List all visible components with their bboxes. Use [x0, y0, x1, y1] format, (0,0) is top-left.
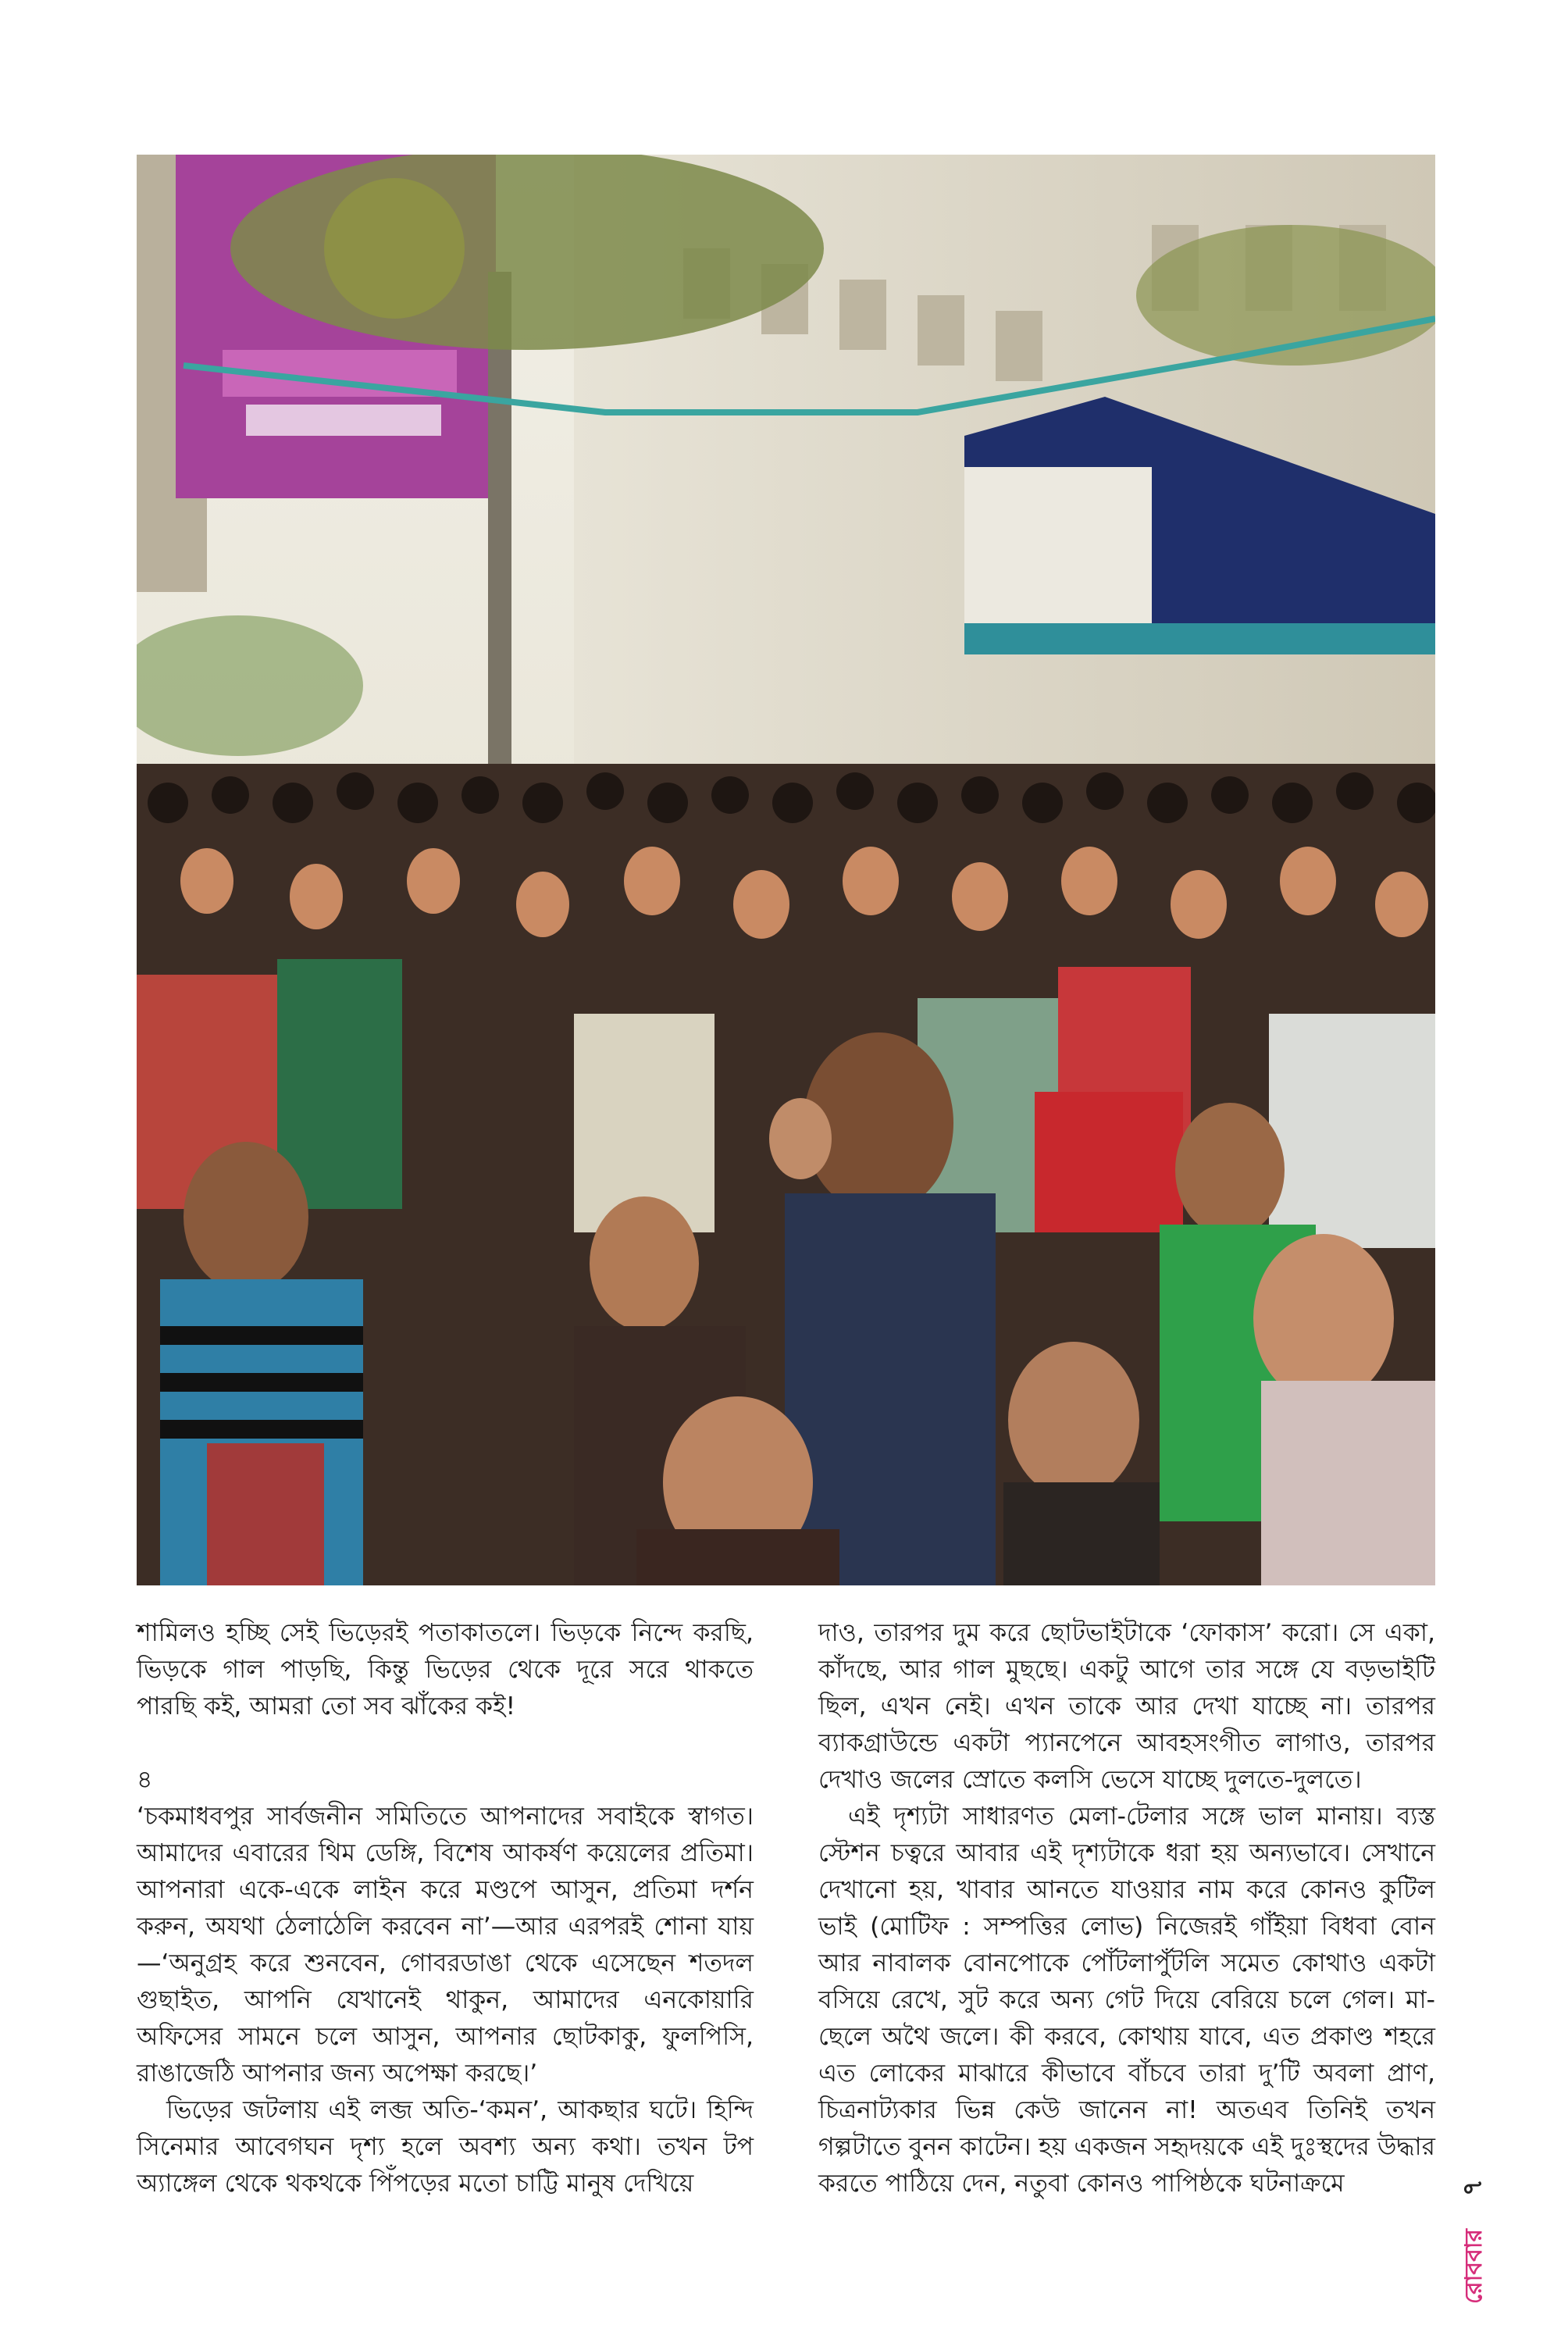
section-number: ৪ [137, 1766, 153, 1794]
crowd-photo [137, 155, 1435, 1585]
text-column-right [818, 1615, 1435, 2202]
page-number: ৭ [1456, 2178, 1488, 2197]
left-paragraph-2: ‘চকমাধবপুর সার্বজনীন সমিতিতে আপনাদের সবাইকে স্বাগত। আমাদের এবারের থিম ডেঙ্গি, বিশেষ আকর্ষণ কয়েলের প্রতিমা। আপনারা একে-একে লাইন করে মণ্ডপে আসুন, প্রতিমা দর্শন করুন, অযথা ঠেলাঠেলি করবেন না’—আর এরপরই শোনা যায়—‘অনুগ্রহ করে শুনবেন, গোবরডাঙা থেকে এসেছেন শতদল গুছাইত, আপনি যেখানেই থাকুন, আমাদের এনকোয়ারি অফিসের সামনে চলে আসুন, আপনার ছোটকাকু, ফুলপিসি, রাঙাজেঠি আপনার জন্য অপেক্ষা করছে।’ [137, 1803, 754, 2088]
magazine-name: রোববার [1459, 2229, 1488, 2304]
page-footer [1451, 2046, 1498, 2304]
right-paragraph-1: দাও, তারপর দুম করে ছোটভাইটাকে ‘ফোকাস’ করো। সে একা, কাঁদছে, আর গাল মুছছে। একটু আগে তার সঙ্গে যে বড়ভাইটি ছিল, এখন নেই। এখন তাকে আর দেখা যাচ্ছে না। তারপর ব্যাকগ্রাউন্ডে একটা প্যানপেনে আবহসংগীত লাগাও, তারপর দেখাও জলের স্রোতে কলসি ভেসে যাচ্ছে দুলতে-দুলতে। [818, 1619, 1435, 1794]
left-paragraph-1: শামিলও হচ্ছি সেই ভিড়েরই পতাকাতলে। ভিড়কে নিন্দে করছি, ভিড়কে গাল পাড়ছি, কিন্তু ভিড়ের থেকে দূরে সরে থাকতে পারছি কই, আমরা তো সব ঝাঁকের কই! [137, 1619, 754, 1721]
crowd-photo-icon [137, 155, 1435, 1585]
right-paragraph-2: এই দৃশ্যটা সাধারণত মেলা-টেলার সঙ্গে ভাল মানায়। ব্যস্ত স্টেশন চত্বরে আবার এই দৃশ্যটাকে ধরা হয় অন্যভাবে। সেখানে দেখানো হয়, খাবার আনতে যাওয়ার নাম করে কোনও কুটিল ভাই (মোটিফ : সম্পত্তির লোভ) নিজেরই গাঁইয়া বিধবা বোন আর নাবালক বোনপোকে পোঁটলাপুঁটলি সমেত কোথাও একটা বসিয়ে রেখে, সুট করে অন্য গেট দিয়ে বেরিয়ে চলে গেল। মা-ছেলে অথৈ জলে। কী করবে, কোথায় যাবে, এত প্রকাণ্ড শহরে এত লোকের মাঝারে কীভাবে বাঁচবে তারা দু’টি অবলা প্রাণ, চিত্রনাট্যকার ভিন্ন কেউ জানেন না! অতএব তিনিই তখন গল্পটাতে বুনন কাটেন। হয় একজন সহৃদয়কে এই দুঃস্থদের উদ্ধার করতে পাঠিয়ে দেন, নতুবা কোনও পাপিষ্ঠকে ঘটনাক্রমে [818, 1803, 1435, 2198]
left-paragraph-3: ভিড়ের জটলায় এই লব্জ অতি-‘কমন’, আকছার ঘটে। হিন্দি সিনেমার আবেগঘন দৃশ্য হলে অবশ্য অন্য কথা। তখন টপ অ্যাঙ্গেল থেকে থকথকে পিঁপড়ের মতো চাট্টি মানুষ দেখিয়ে [137, 2096, 754, 2198]
text-column-left [137, 1615, 754, 2202]
